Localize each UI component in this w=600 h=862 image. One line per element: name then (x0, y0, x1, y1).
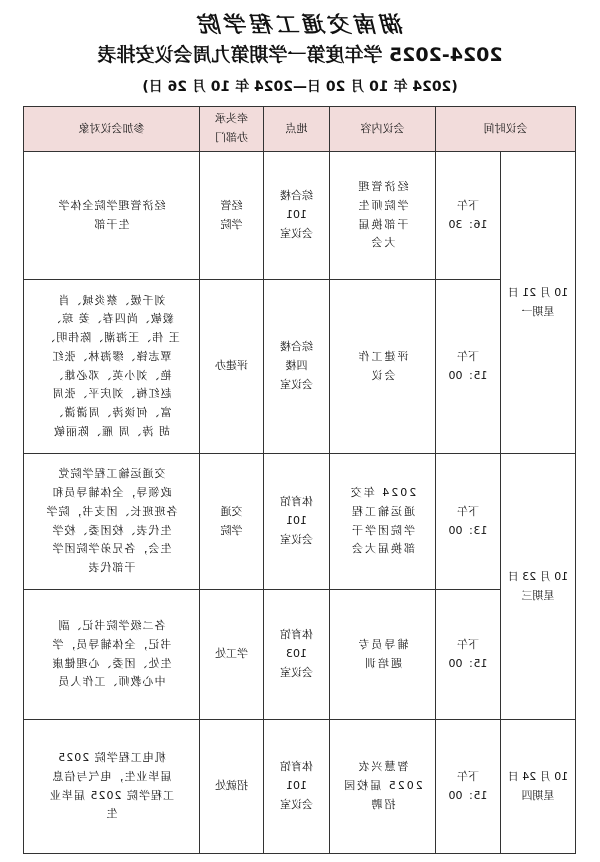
document-title: 2024-2025 学年度第一学期第九周会议安排表 (97, 44, 503, 66)
attendees-cell: 机电工程学院 2025 届毕业生，电气与信息 工程学院 2025 届毕业 生 (24, 720, 200, 854)
date-cell: 10 月 21 日 星期一 (501, 152, 576, 454)
table-row (24, 720, 576, 854)
time-cell: 下午 13：00 (436, 454, 501, 590)
place-cell: 综合楼 101 会议室 (264, 152, 330, 280)
dept-cell: 学工处 (200, 590, 264, 720)
date-range-subtitle: (2024 年 10 月 20 日—2024 年 10 月 26 日) (142, 79, 458, 95)
header-meeting-content: 会议内容 (330, 107, 436, 152)
table-row (24, 590, 576, 720)
place-cell: 体育馆 101 会议室 (264, 720, 330, 854)
table-row (24, 454, 576, 590)
content-cell: 2024 年交 通运输工程 学院团学干 部换届大会 (330, 454, 436, 590)
time-cell: 下午 15：00 (436, 590, 501, 720)
content-cell: 智慧兴农 2025 届校园 招聘 (330, 720, 436, 854)
meeting-schedule-table (23, 106, 576, 854)
header-meeting-time: 会议时间 (436, 107, 576, 152)
time-cell: 下午 15：00 (436, 280, 501, 454)
place-cell: 体育馆 103 会议室 (264, 590, 330, 720)
date-cell: 10 月 23 日 星期三 (501, 454, 576, 720)
attendees-cell: 交通运输工程学院党 政领导，全体辅导员和 各班班长、团支书，院学 生代表、校团委、校学 生会，各兄弟学院团学 干部代表 (24, 454, 200, 590)
time-cell: 下午 16：30 (436, 152, 501, 280)
dept-cell: 评建办 (200, 280, 264, 454)
attendees-cell: 经济管理学院全体学 生干部 (24, 152, 200, 280)
school-name: 湖南交通工程学院 (196, 12, 405, 38)
content-cell: 经济管理 学院师生 干部换届 大会 (330, 152, 436, 280)
header-attendees: 参加会议对象 (24, 107, 200, 152)
time-cell: 下午 15：00 (436, 720, 501, 854)
content-cell: 辅导员专 题培训 (330, 590, 436, 720)
dept-cell: 交通 学院 (200, 454, 264, 590)
header-place: 地点 (264, 107, 330, 152)
content-cell: 评建工作 会议 (330, 280, 436, 454)
table-row (24, 152, 576, 280)
place-cell: 综合楼 四楼 会议室 (264, 280, 330, 454)
header-lead-department: 牵头承 办部门 (200, 107, 264, 152)
place-cell: 体育馆 101 会议室 (264, 454, 330, 590)
attendees-cell: 各二级学院书记、副 书记，全体辅导员，学 生处、团委、心理健康 中心教师、工作人员 (24, 590, 200, 720)
dept-cell: 招就处 (200, 720, 264, 854)
attendees-cell: 刘千媛、蔡炎城、肖 毅敏、尚四春、姜 琼、 王 伟、王海潮、陈伟明、 覃志锋、缪海林、张红 艳、刘小英、邓必雄、 赵红梅、刘庆平、张周 富、何谈涛、周潇潇、 胡 涛、周 雁、陈丽敏 (24, 280, 200, 454)
dept-cell: 经管 学院 (200, 152, 264, 280)
table-header-row (24, 107, 576, 152)
table-row (24, 280, 576, 454)
date-cell: 10 月 24 日 星期四 (501, 720, 576, 854)
